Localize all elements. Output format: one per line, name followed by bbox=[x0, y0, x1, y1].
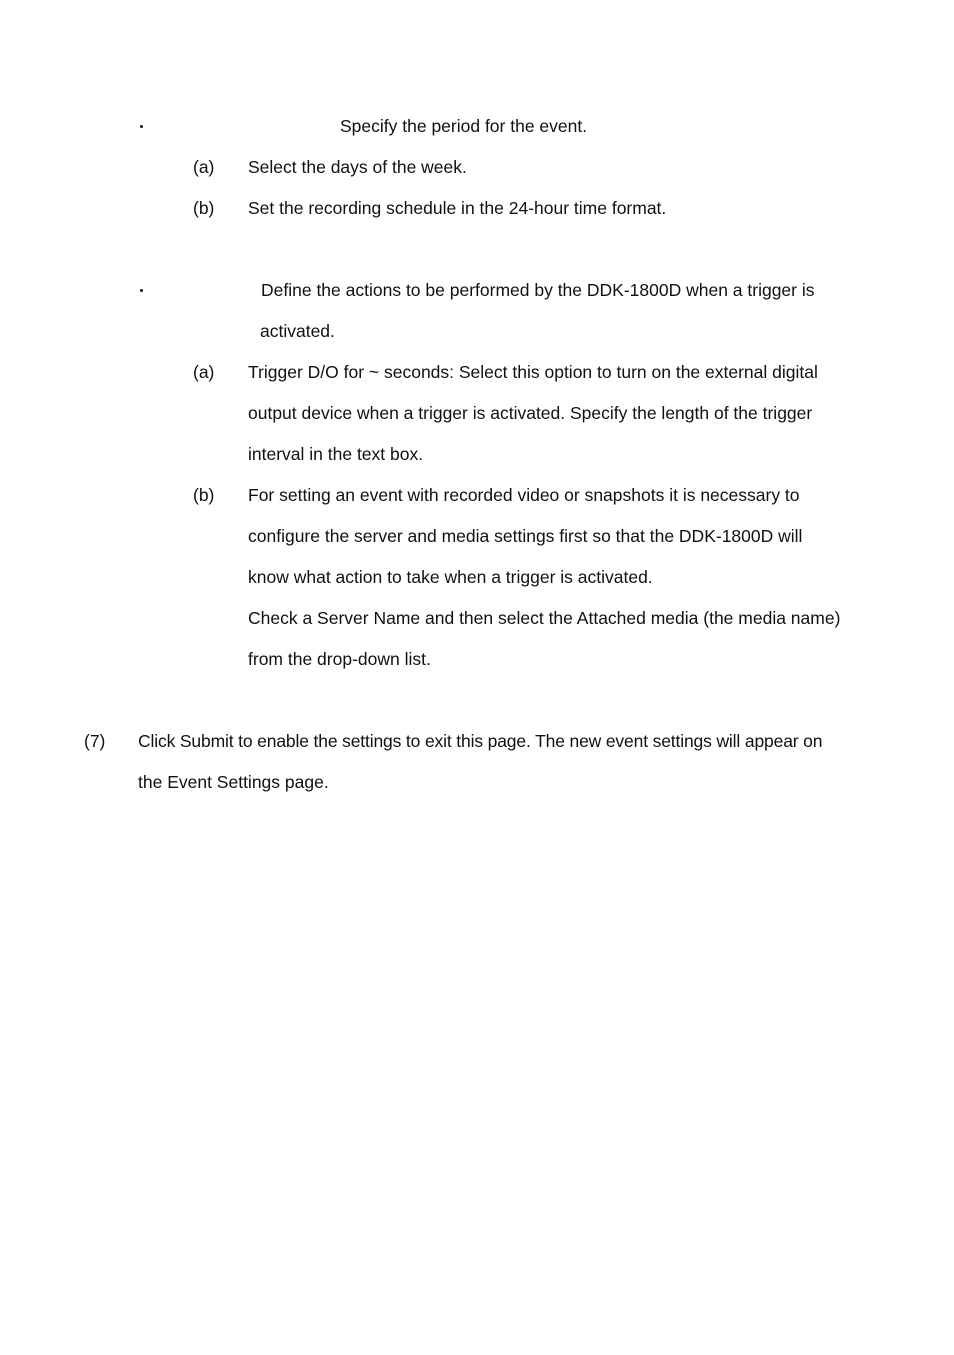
schedule-item-a-text: Select the days of the week. bbox=[248, 157, 467, 177]
step-7-marker: (7) bbox=[84, 731, 106, 751]
action-intro-line-1: Define the actions to be performed by the DDK-1800D when a trigger is bbox=[261, 280, 815, 300]
step-7-line-2: the Event Settings page. bbox=[138, 772, 329, 792]
action-item-a-marker: (a) bbox=[193, 362, 215, 382]
action-item-a-line-2: output device when a trigger is activated. Specify the length of the trigger bbox=[248, 403, 813, 423]
action-item-b-line-1: For setting an event with recorded video or snapshots it is necessary to bbox=[248, 485, 800, 505]
action-item-b-line-2: configure the server and media settings first so that the DDK-1800D will bbox=[248, 526, 803, 546]
schedule-item-b-marker: (b) bbox=[193, 198, 215, 218]
schedule-item-a-marker: (a) bbox=[193, 157, 215, 177]
schedule-item-b-text: Set the recording schedule in the 24-hour time format. bbox=[248, 198, 667, 218]
action-item-a-line-1: Trigger D/O for ~ seconds: Select this option to turn on the external digital bbox=[248, 362, 818, 382]
action-item-b-line-5: from the drop-down list. bbox=[248, 649, 431, 669]
schedule-bullet bbox=[140, 125, 143, 128]
action-item-b-marker: (b) bbox=[193, 485, 215, 505]
action-item-a-line-3: interval in the text box. bbox=[248, 444, 424, 464]
action-intro-line-2: activated. bbox=[260, 321, 335, 341]
schedule-intro: Specify the period for the event. bbox=[340, 116, 588, 136]
step-7-line-1: Click Submit to enable the settings to exit this page. The new event settings will appear on bbox=[138, 731, 823, 751]
action-item-b-line-4: Check a Server Name and then select the Attached media (the media name) bbox=[248, 608, 841, 628]
action-bullet bbox=[140, 289, 143, 292]
action-item-b-line-3: know what action to take when a trigger is activated. bbox=[248, 567, 653, 587]
